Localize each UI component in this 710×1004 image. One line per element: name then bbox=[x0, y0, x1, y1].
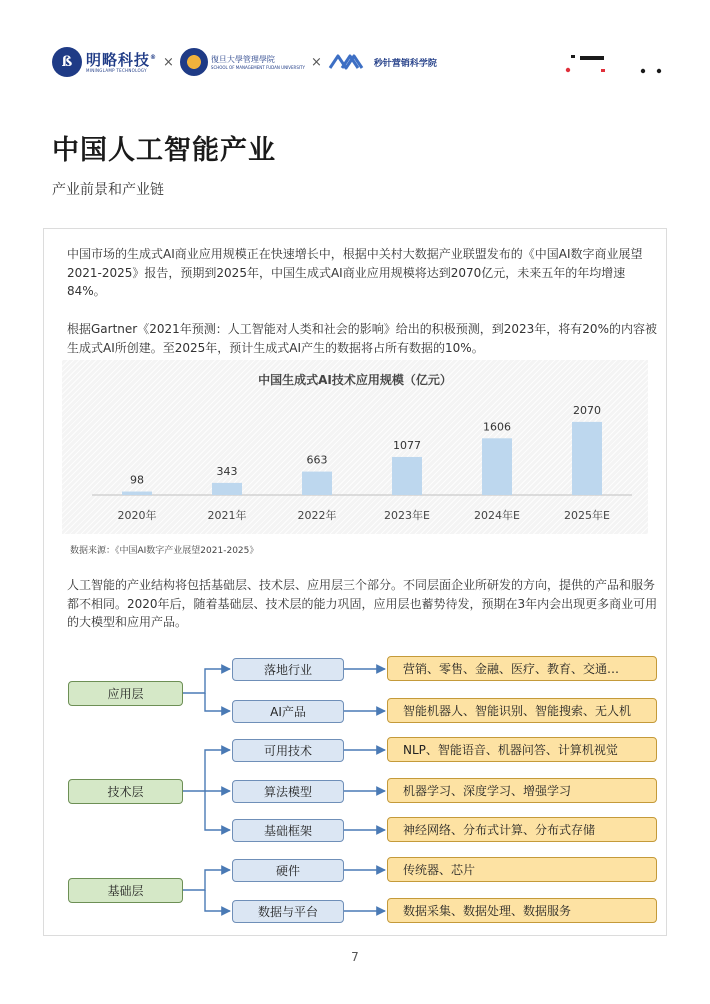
mininglamp-logo-english: MININGLAMP TECHNOLOGY bbox=[86, 68, 147, 73]
layer-technology: 技术层 bbox=[68, 779, 183, 804]
x-tick-label-1: 2021年 bbox=[207, 509, 247, 522]
node-industry: 落地行业 bbox=[232, 658, 344, 681]
mininglamp-logo-icon: ß bbox=[52, 47, 82, 77]
chart-title: 中国生成式AI技术应用规模（亿元） bbox=[258, 373, 452, 387]
data-label-5: 2070 bbox=[573, 403, 601, 417]
node-available-tech: 可用技术 bbox=[232, 739, 344, 762]
fudan-logo-english: SCHOOL OF MANAGEMENT FUDAN UNIVERSITY bbox=[210, 64, 305, 70]
detail-algorithm-models: 机器学习、深度学习、增强学习 bbox=[387, 778, 657, 803]
detail-base-framework: 神经网络、分布式计算、分布式存储 bbox=[387, 817, 657, 842]
data-label-4: 1606 bbox=[483, 420, 511, 434]
node-data-platform: 数据与平台 bbox=[232, 900, 344, 923]
node-ai-products: AI产品 bbox=[232, 700, 344, 723]
detail-hardware: 传统器、芯片 bbox=[387, 857, 657, 882]
data-label-1: 343 bbox=[216, 464, 238, 478]
detail-ai-products: 智能机器人、智能识别、智能搜索、无人机 bbox=[387, 698, 657, 723]
node-base-framework: 基础框架 bbox=[232, 819, 344, 842]
times-separator: × bbox=[163, 54, 174, 70]
layer-foundation: 基础层 bbox=[68, 878, 183, 903]
paragraph-industry-structure: 人工智能的产业结构将包括基础层、技术层、应用层三个部分。不同层面企业所研发的方向，提供的产品和服务都不相同。2020年后，随着基础层、技术层的能力巩固，应用层也蓄势待发，预期在3年内会出现更多商业可用的大模型和应用产品。 bbox=[67, 578, 658, 629]
data-label-0: 98 bbox=[130, 473, 144, 487]
node-algorithm-models: 算法模型 bbox=[232, 780, 344, 803]
x-tick-label-0: 2020年 bbox=[117, 509, 157, 522]
detail-available-tech: NLP、智能语音、机器问答、计算机视觉 bbox=[387, 737, 657, 762]
fudan-logo-chinese: 復旦大學管理學院 bbox=[210, 54, 275, 64]
x-tick-label-2: 2022年 bbox=[297, 509, 337, 522]
paragraph-market-size: 中国市场的生成式AI商业应用规模正在快速增长中，根据中关村大数据产业联盟发布的《中国AI数字商业展望2021-2025》报告，预期到2025年，中国生成式AI商业应用规模将达到2070亿元，未来五年的年均增速84%。 bbox=[67, 247, 643, 298]
x-tick-label-4: 2024年E bbox=[474, 509, 520, 522]
x-tick-label-3: 2023年E bbox=[384, 509, 430, 522]
miaozhen-logo-text: 秒针营销科学院 bbox=[373, 58, 437, 69]
x-tick-label-5: 2025年E bbox=[564, 509, 610, 522]
times-separator: × bbox=[310, 54, 322, 70]
data-source-note: 数据来源：《中国AI数字产业展望2021-2025》 bbox=[70, 546, 259, 556]
mininglamp-logo-name: 明略科技® bbox=[86, 51, 158, 69]
data-label-3: 1077 bbox=[393, 438, 421, 452]
node-hardware: 硬件 bbox=[232, 859, 344, 882]
detail-industry: 营销、零售、金融、医疗、教育、交通… bbox=[387, 656, 657, 681]
page-title: 中国人工智能产业 bbox=[52, 135, 276, 166]
paragraph-gartner: 根据Gartner《2021年预测：人工智能对人类和社会的影响》给出的积极预测，到2023年，将有20%的内容被生成式AI所创建。至2025年，预计生成式AI产生的数据将占所有数据的10%。 bbox=[67, 322, 657, 355]
page-subtitle: 产业前景和产业链 bbox=[52, 182, 164, 198]
data-label-2: 663 bbox=[306, 453, 328, 467]
detail-data-platform: 数据采集、数据处理、数据服务 bbox=[387, 898, 657, 923]
layer-application: 应用层 bbox=[68, 681, 183, 706]
page-number: 7 bbox=[351, 950, 359, 964]
